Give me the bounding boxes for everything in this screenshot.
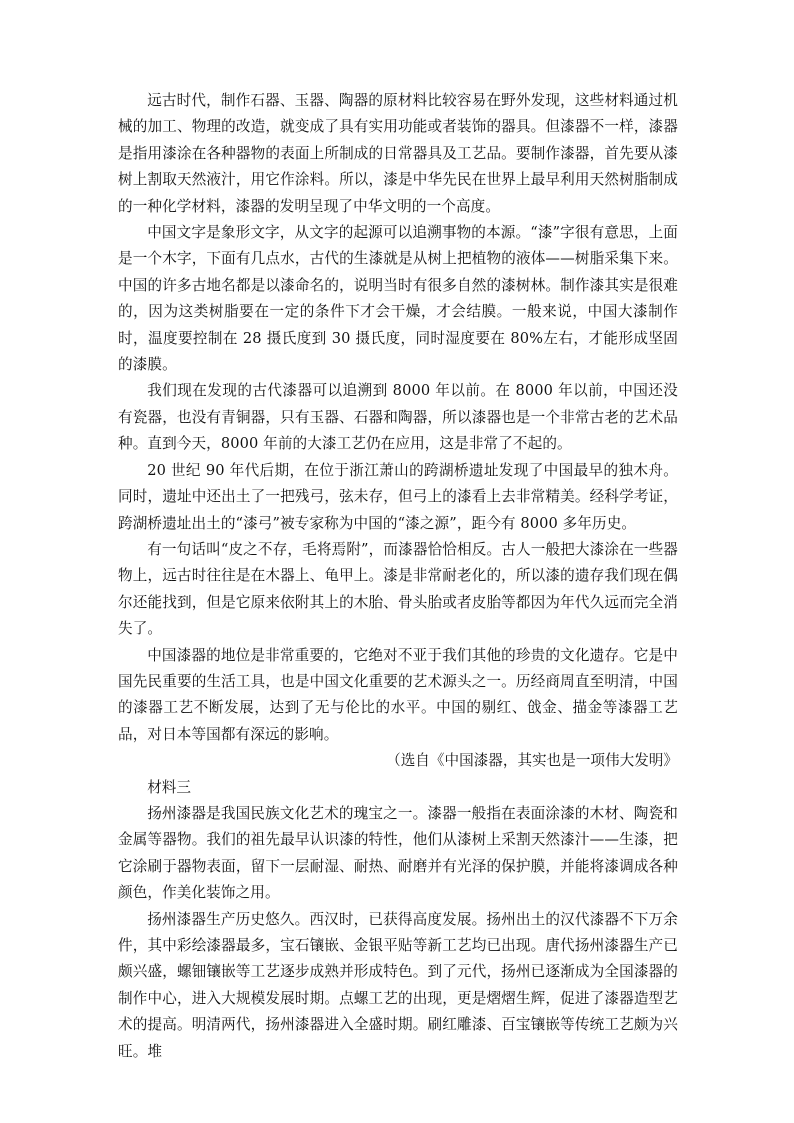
source-citation: （选自《中国漆器，其实也是一项伟大发明》: [386, 752, 678, 770]
paragraph-7: 扬州漆器是我国民族文化艺术的瑰宝之一。漆器一般指在表面涂漆的木材、陶瓷和金属等器物。我们的祖先最早认识漆的特性，他们从漆树上采割天然漆汁——生漆，把它涂刷于器物表面，留下一层耐湿、耐热、耐磨并有光泽的保护膜，并能将漆调成各种颜色，作美化装饰之用。: [118, 804, 678, 902]
paragraph-2: 中国文字是象形文字，从文字的起源可以追溯事物的本源。“漆”字很有意思，上面是一个木字，下面有几点水，古代的生漆就是从树上把植物的液体——树脂采集下来。中国的许多古地名都是以漆命名的，说明当时有很多自然的漆树林。制作漆其实是很难的，因为这类树脂要在一定的条件下才会干燥，才会结膜。一般来说，中国大漆制作时，温度要控制在 28 摄氏度到 30 摄氏度，同时湿度要在 80%左右，才能形成坚固的漆膜。: [118, 224, 678, 374]
paragraph-5: 有一句话叫“皮之不存，毛将焉附”，而漆器恰恰相反。古人一般把大漆涂在一些器物上，远古时往往是在木器上、龟甲上。漆是非常耐老化的，所以漆的遗存我们现在偶尔还能找到，但是它原来依附其上的木胎、骨头胎或者皮胎等都因为年代久远而完全消失了。: [118, 540, 678, 638]
document-page: [118, 88, 678, 1065]
paragraph-8: 扬州漆器生产历史悠久。西汉时，已获得高度发展。扬州出土的汉代漆器不下万余件，其中彩绘漆器最多，宝石镶嵌、金银平贴等新工艺均已出现。唐代扬州漆器生产已颇兴盛，螺钿镶嵌等工艺逐步成熟并形成特色。到了元代，扬州已逐渐成为全国漆器的制作中心，进入大规模发展时期。点螺工艺的出现，更是熠熠生辉，促进了漆器造型艺术的提高。明清两代，扬州漆器进入全盛时期。刷红雕漆、百宝镶嵌等传统工艺颇为兴旺。堆: [118, 910, 678, 1060]
paragraph-6: 中国漆器的地位是非常重要的，它绝对不亚于我们其他的珍贵的文化遗存。它是中国先民重要的生活工具，也是中国文化重要的艺术源头之一。历经商周直至明清，中国的漆器工艺不断发展，达到了无与伦比的水平。中国的剔红、戗金、描金等漆器工艺品，对日本等国都有深远的影响。: [118, 646, 678, 743]
paragraph-1: 远古时代，制作石器、玉器、陶器的原材料比较容易在野外发现，这些材料通过机械的加工、物理的改造，就变成了具有实用功能或者装饰的器具。但漆器不一样，漆器是指用漆涂在各种器物的表面上所制成的日常器具及工艺品。要制作漆器，首先要从漆树上割取天然液汁，用它作涂料。所以，漆是中华先民在世界上最早利用天然树脂制成的一种化学材料，漆器的发明呈现了中华文明的一个高度。: [118, 92, 678, 215]
section-heading-material-3: 材料三: [147, 778, 191, 796]
paragraph-4: 20 世纪 90 年代后期，在位于浙江萧山的跨湖桥遗址发现了中国最早的独木舟。同时，遗址中还出土了一把残弓，弦未存，但弓上的漆看上去非常精美。经科学考证，跨湖桥遗址出土的“漆弓”被专家称为中国的“漆之源”，距今有 8000 多年历史。: [118, 461, 678, 532]
paragraph-3: 我们现在发现的古代漆器可以追溯到 8000 年以前。在 8000 年以前，中国还没有瓷器，也没有青铜器，只有玉器、石器和陶器，所以漆器也是一个非常古老的艺术品种。直到今天，8000 年前的大漆工艺仍在应用，这是非常了不起的。: [118, 382, 678, 453]
